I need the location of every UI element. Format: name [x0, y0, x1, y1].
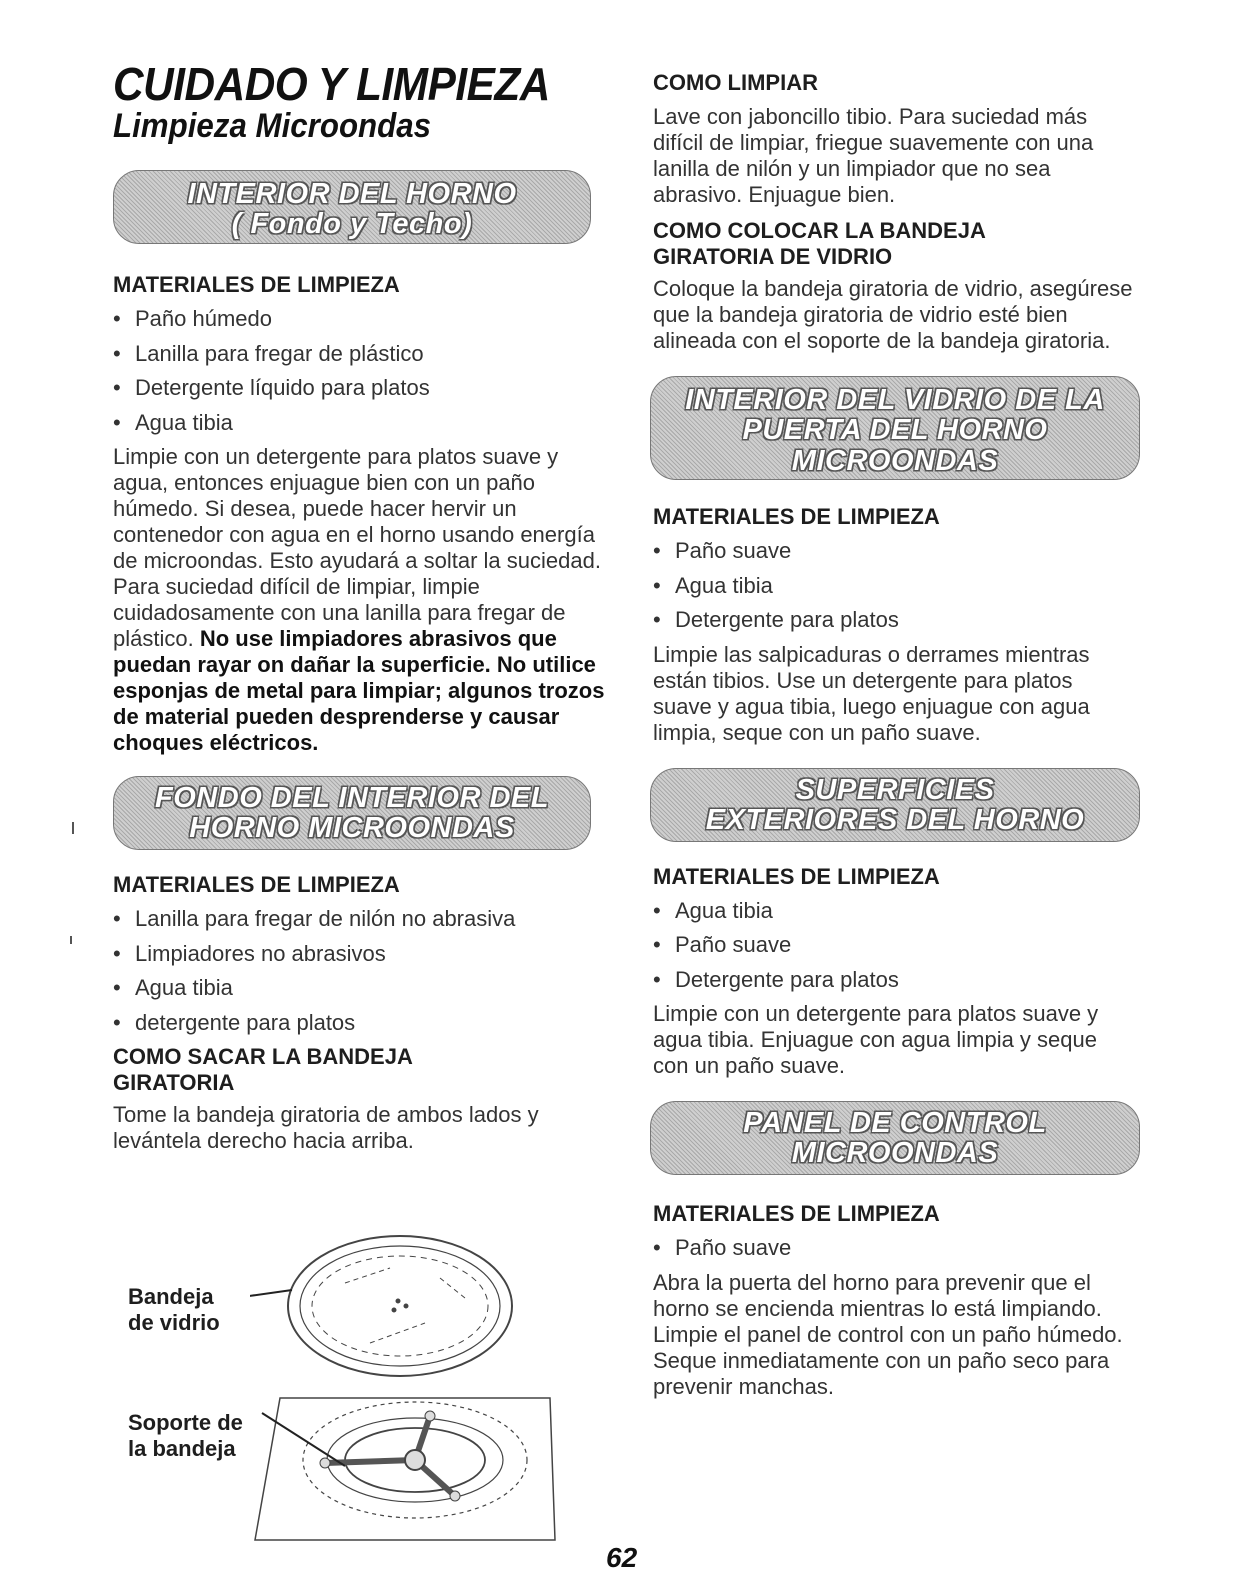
- place-tray-heading: COMO COLOCAR LA BANDEJA GIRATORIA DE VIDRIO: [653, 218, 986, 269]
- banner-line: PUERTA DEL HORNO: [742, 414, 1048, 447]
- tray-support-label: Soporte de la bandeja: [128, 1410, 243, 1461]
- list-item: • Limpiadores no abrasivos: [113, 937, 613, 972]
- list-item: • Agua tibia: [653, 894, 1133, 929]
- bullet-icon: •: [653, 932, 661, 957]
- exterior-paragraph: Limpie con un detergente para platos suave y agua tibia. Enjuague con agua limpia y seque con un paño suave.: [653, 1001, 1099, 1078]
- bullet-icon: •: [653, 607, 661, 632]
- list-item: • Paño suave: [653, 928, 1133, 963]
- banner-line: ( Fondo y Techo): [231, 208, 473, 241]
- section-banner-interior-horno: [113, 170, 591, 244]
- list-item: • Detergente líquido para platos: [113, 371, 613, 406]
- list-item: • Detergente para platos: [653, 963, 1133, 998]
- remove-tray-paragraph: Tome la bandeja giratoria de ambos lados y levántela derecho hacia arriba.: [113, 1102, 539, 1153]
- materials-list: [113, 902, 613, 1040]
- section-banner-superficies-exteriores: [650, 768, 1140, 842]
- bullet-icon: •: [113, 1009, 121, 1035]
- how-to-clean-heading: COMO LIMPIAR: [653, 70, 818, 95]
- cleaning-paragraph: Limpie con un detergente para platos suave y agua, entonces enjuague bien con un paño húmedo. Si desea, puede hacer hervir un contenedor con agua en el horno usando energía de microondas. Esto ayudará a soltar la suciedad. Para suciedad difícil de limpiar, limpie cuidadosamente con una lanilla para fregar de plástico. No use limpiadores abrasivos que puedan rayar on dañar la superficie. No utilice esponjas de metal para limpiar; algunos trozos de material pueden desprenderse y causar choques eléctricos.: [113, 444, 605, 755]
- bullet-icon: •: [653, 538, 661, 563]
- bullet-icon: •: [653, 572, 661, 598]
- banner-line: HORNO MICROONDAS: [189, 812, 515, 845]
- materials-list: [653, 1231, 1133, 1266]
- bullet-icon: •: [113, 906, 121, 931]
- banner-line: FONDO DEL INTERIOR DEL: [155, 782, 549, 814]
- banner-line: INTERIOR DEL HORNO: [187, 178, 517, 210]
- materials-heading: MATERIALES DE LIMPIEZA: [653, 863, 940, 889]
- banner-line: INTERIOR DEL VIDRIO DE LA: [685, 384, 1105, 416]
- page-title: CUIDADO Y LIMPIEZA: [113, 58, 550, 110]
- list-item: • Lanilla para fregar de nilón no abrasiva: [113, 902, 613, 937]
- right-column: [653, 70, 1133, 1400]
- list-item: • Paño suave: [653, 534, 1133, 569]
- bullet-icon: •: [113, 975, 121, 1000]
- turntable-figure: [250, 1228, 570, 1558]
- section-banner-fondo-interior: [113, 776, 591, 850]
- page-subtitle: Limpieza Microondas: [113, 107, 432, 145]
- bullet-icon: •: [653, 897, 661, 923]
- list-item: • Agua tibia: [113, 971, 613, 1006]
- list-item: • Agua tibia: [653, 569, 1133, 604]
- bullet-icon: •: [113, 375, 121, 400]
- control-panel-paragraph: Abra la puerta del horno para prevenir que el horno se encienda mientras lo está limpiando. Limpie el panel de control con un paño húmedo. Seque inmediatamente con un paño seco para prevenir manchas.: [653, 1269, 1123, 1399]
- bullet-icon: •: [113, 940, 121, 966]
- list-item: • detergente para platos: [113, 1006, 613, 1041]
- materials-heading: MATERIALES DE LIMPIEZA: [653, 504, 940, 529]
- bullet-icon: •: [653, 966, 661, 992]
- bullet-icon: •: [113, 306, 121, 331]
- margin-mark: [72, 822, 74, 834]
- margin-mark: [70, 936, 72, 944]
- list-item: • Paño húmedo: [113, 302, 613, 337]
- materials-list: [653, 534, 1133, 638]
- banner-line: SUPERFICIES: [795, 773, 995, 806]
- section-banner-vidrio-puerta: [650, 376, 1140, 480]
- materials-list: [113, 302, 613, 440]
- banner-line: MICROONDAS: [791, 1137, 999, 1170]
- materials-heading: MATERIALES DE LIMPIEZA: [653, 1201, 940, 1226]
- door-glass-paragraph: Limpie las salpicaduras o derrames mientras están tibios. Use un detergente para platos suave y agua tibia, luego enjuague con agua limpia, seque con un paño suave.: [653, 641, 1090, 745]
- section-banner-panel-control: [650, 1101, 1140, 1175]
- glass-tray-illustration: [288, 1236, 512, 1376]
- left-column: [113, 60, 613, 1154]
- glass-tray-label: Bandeja de vidrio: [128, 1284, 220, 1335]
- how-to-clean-paragraph: Lave con jaboncillo tibio. Para suciedad más difícil de limpiar, friegue suavemente con una lanilla de nilón y un limpiador que no sea abrasivo. Enjuague bien.: [653, 104, 1094, 207]
- place-tray-paragraph: Coloque la bandeja giratoria de vidrio, asegúrese que la bandeja giratoria de vidrio esté bien alineada con el soporte de la bandeja giratoria.: [653, 276, 1133, 353]
- banner-line: PANEL DE CONTROL: [743, 1107, 1047, 1139]
- list-item: • Detergente para platos: [653, 603, 1133, 638]
- page-number: 62: [606, 1542, 638, 1573]
- list-item: • Agua tibia: [113, 406, 613, 441]
- materials-heading: MATERIALES DE LIMPIEZA: [113, 872, 400, 897]
- tray-support-illustration: [255, 1398, 555, 1540]
- remove-tray-heading: COMO SACAR LA BANDEJA GIRATORIA: [113, 1044, 413, 1095]
- bullet-icon: •: [113, 409, 121, 435]
- banner-line: EXTERIORES DEL HORNO: [705, 803, 1085, 836]
- bullet-icon: •: [653, 1235, 661, 1260]
- materials-heading: MATERIALES DE LIMPIEZA: [113, 272, 400, 297]
- bullet-icon: •: [113, 340, 121, 366]
- glass-tray-pointer: [250, 1290, 292, 1298]
- materials-list: [653, 894, 1133, 998]
- banner-line: MICROONDAS: [791, 444, 999, 477]
- warning-text: No use limpiadores abrasivos que puedan rayar on dañar la superficie. No utilice esponjas de metal para limpiar; algunos trozos de material pueden desprenderse y causar choques eléctricos.: [113, 626, 605, 755]
- list-item: • Paño suave: [653, 1231, 1133, 1266]
- list-item: • Lanilla para fregar de plástico: [113, 337, 613, 372]
